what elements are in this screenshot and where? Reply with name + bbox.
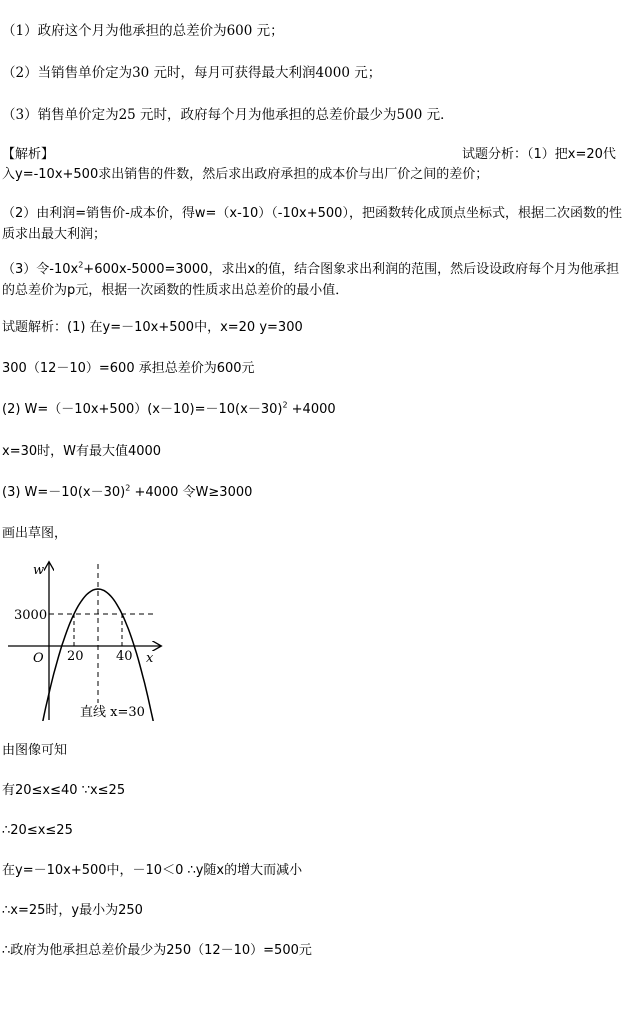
parabola-curve [34,589,164,721]
solution-line-10: 在y=－10x+500中，－10＜0 ∴y随x的增大而减小 [2,863,303,878]
solution-line-4: x=30时，W有最大值4000 [2,444,162,459]
analysis-part2: （2）由利润=销售价-成本价，得w=（x-10）（-10x+500），把函数转化成顶点坐标式，根据二次函数的性质求出最大利润； [2,206,622,242]
solution-line-3: (2) $W=(-10x+500)(x-10)=-10(x-30)^2 +4000$ [2,400,336,417]
solution-line-8: 有20≤x≤40 ∵x≤25 [2,783,126,798]
x-tick-40: 40 [116,649,133,664]
solution-line-6: 画出草图， [2,526,68,541]
origin-label: O [33,651,44,666]
solution-line-12: ∴政府为他承担总差价最少为250（12－10）=500元 [2,943,312,958]
answer-2: （2）当销售单价定为30 元时，每月可获得最大利润4000 元； [2,65,382,81]
y-tick-3000: 3000 [14,608,48,623]
symmetry-axis-label: 直线 x=30 [80,705,145,720]
answer-1: （1）政府这个月为他承担的总差价为600 元； [2,23,284,39]
parabola-sketch [8,556,173,721]
solution-line-1: 试题解析：(1) 在y=－10x+500中，x=20 y=300 [2,320,303,335]
x-axis-label: x [146,651,154,666]
analysis-heading: 【解析】 [2,147,55,162]
solution-line-2: 300（12－10）=600 承担总差价为600元 [2,361,255,376]
solution-line-7: 由图像可知 [2,743,68,758]
analysis-header-row [2,146,628,164]
y-axis-label: w [33,563,45,578]
analysis-part3: （3）令$-10x^2+600x-5000=3000$，求出x的值，结合图象求出利润的范围，然后设设政府每个月为他承担的总差价为p元，根据一次函数的性质求出总差价的最小值． [2,260,620,298]
answer-3: （3）销售单价定为25 元时，政府每个月为他承担的总差价最少为500 元． [2,107,454,123]
solution-line-11: ∴x=25时，y最小为250 [2,903,143,918]
x-tick-20: 20 [67,649,84,664]
analysis-part1-rest: 入y=-10x+500求出销售的件数，然后求出政府承担的成本价与出厂价之间的差价； [2,167,489,182]
solution-line-5: (3) $W=-10(x-30)^2 +4000$ 令W≥3000 [2,483,253,500]
analysis-label-with-part1: 试题分析：（1）把x=20代 [462,147,616,162]
solution-line-9: ∴20≤x≤25 [2,823,73,838]
